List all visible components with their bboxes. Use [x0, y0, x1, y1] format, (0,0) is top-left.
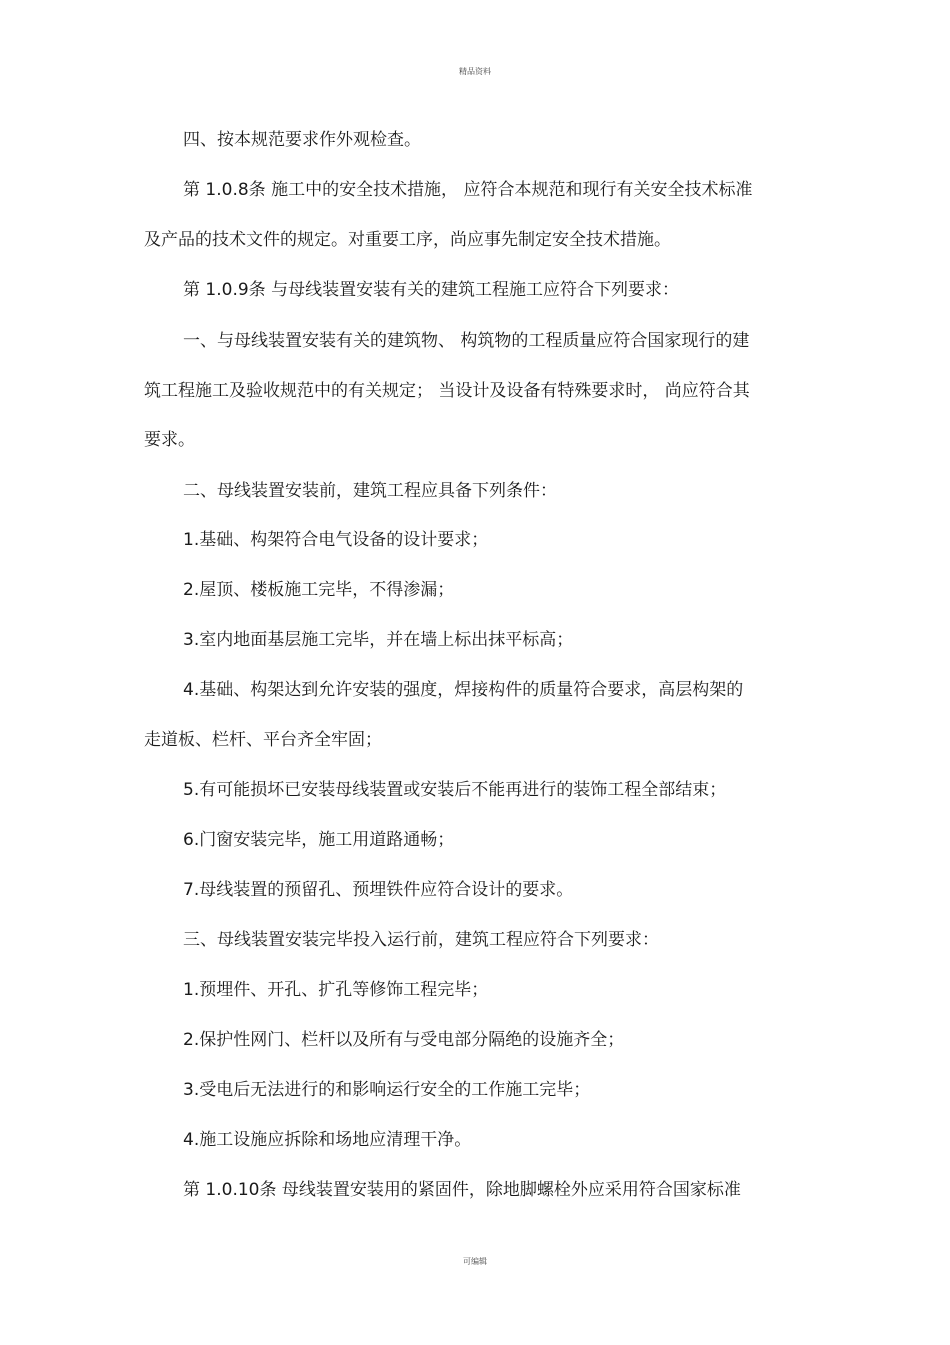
- text-line: 一、与母线装置安装有关的建筑物、 构筑物的工程质量应符合国家现行的建: [183, 331, 750, 351]
- text-line: 走道板、栏杆、平台齐全牢固；: [144, 730, 382, 750]
- text-line: 4.基础、构架达到允许安装的强度，焊接构件的质量符合要求，高层构架的: [183, 680, 744, 700]
- text-line: 2.屋顶、楼板施工完毕，不得渗漏；: [183, 580, 455, 600]
- page-footer: 可编辑: [463, 1257, 487, 1266]
- text-line: 二、母线装置安装前，建筑工程应具备下列条件：: [183, 481, 557, 501]
- text-line: 3.室内地面基层施工完毕，并在墙上标出抹平标高；: [183, 630, 574, 650]
- text-line: 7.母线装置的预留孔、预埋铁件应符合设计的要求。: [183, 880, 574, 900]
- text-line: 6.门窗安装完毕，施工用道路通畅；: [183, 830, 455, 850]
- text-line: 第 1.0.9条 与母线装置安装有关的建筑工程施工应符合下列要求：: [183, 280, 680, 300]
- text-line: 1.预埋件、开孔、扩孔等修饰工程完毕；: [183, 980, 489, 1000]
- text-line: 4.施工设施应拆除和场地应清理干净。: [183, 1130, 472, 1150]
- text-line: 2.保护性网门、栏杆以及所有与受电部分隔绝的设施齐全；: [183, 1030, 625, 1050]
- text-line: 要求。: [144, 430, 195, 450]
- text-line: 筑工程施工及验收规范中的有关规定； 当设计及设备有特殊要求时， 尚应符合其: [144, 381, 750, 401]
- text-line: 及产品的技术文件的规定。对重要工序，尚应事先制定安全技术措施。: [144, 230, 671, 250]
- text-line: 1.基础、构架符合电气设备的设计要求；: [183, 530, 489, 550]
- text-line: 第 1.0.8条 施工中的安全技术措施， 应符合本规范和现行有关安全技术标准: [183, 180, 753, 200]
- text-line: 三、母线装置安装完毕投入运行前，建筑工程应符合下列要求：: [183, 930, 659, 950]
- text-line: 5.有可能损坏已安装母线装置或安装后不能再进行的装饰工程全部结束；: [183, 780, 727, 800]
- text-line: 四、按本规范要求作外观检查。: [183, 130, 421, 150]
- text-line: 3.受电后无法进行的和影响运行安全的工作施工完毕；: [183, 1080, 591, 1100]
- text-line: 第 1.0.10条 母线装置安装用的紧固件，除地脚螺栓外应采用符合国家标准: [183, 1180, 741, 1200]
- page-header: 精品资料: [459, 67, 491, 76]
